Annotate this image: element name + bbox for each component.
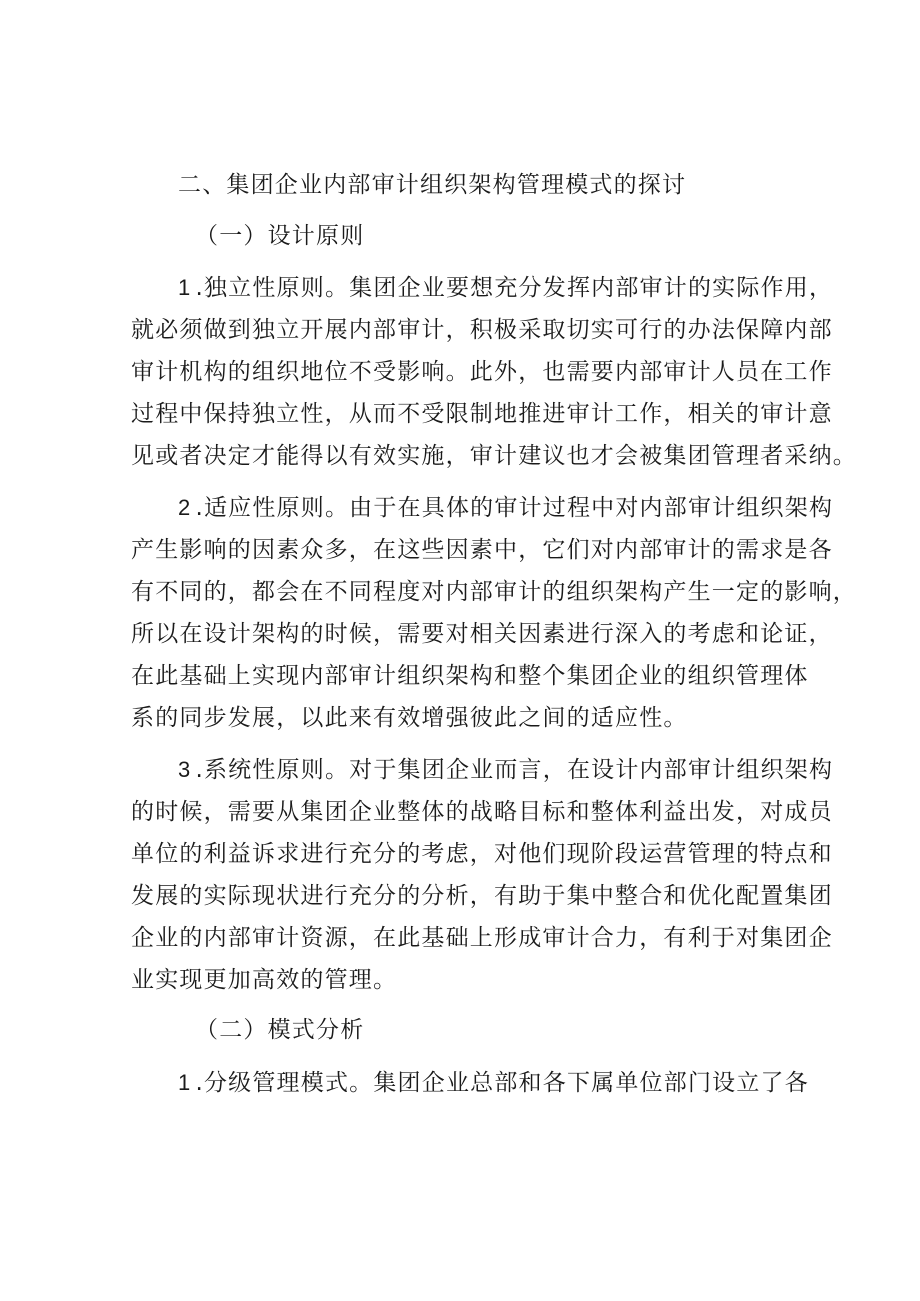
- paragraph-independence-line-5: 见或者决定才能得以有效实施，审计建议也才会被集团管理者采纳。: [131, 443, 857, 469]
- section-title: 二、集团企业内部审计组织架构管理模式的探讨: [178, 172, 687, 198]
- paragraph-text: .独立性原则。集团企业要想充分发挥内部审计的实际作用，: [195, 275, 834, 301]
- paragraph-independence-line-4: 过程中保持独立性，从而不受限制地推进审计工作，相关的审计意: [131, 401, 833, 427]
- paragraph-adaptability-line-4: 所以在设计架构的时候，需要对相关因素进行深入的考虑和论证，: [131, 621, 833, 647]
- paragraph-adaptability-line-5: 在此基础上实现内部审计组织架构和整个集团企业的组织管理体: [131, 663, 809, 689]
- paragraph-adaptability-line-3: 有不同的，都会在不同程度对内部审计的组织架构产生一定的影响，: [131, 579, 857, 605]
- paragraph-independence-line-1: [178, 273, 868, 303]
- paragraph-text: .系统性原则。对于集团企业而言，在设计内部审计组织架构: [195, 757, 834, 783]
- paragraph-adaptability-line-6: 系的同步发展，以此来有效增强彼此之间的适应性。: [131, 705, 688, 731]
- paragraph-number: 1: [178, 275, 192, 300]
- paragraph-systematic-line-3: 单位的利益诉求进行充分的考虑，对他们现阶段运营管理的特点和: [131, 841, 833, 867]
- paragraph-text: .适应性原则。由于在具体的审计过程中对内部审计组织架构: [195, 495, 834, 521]
- subsection-heading-design-principles: （一）设计原则: [195, 223, 365, 249]
- paragraph-number: 1: [178, 1070, 192, 1095]
- paragraph-systematic-line-6: 业实现更加高效的管理。: [131, 967, 398, 993]
- paragraph-systematic-line-2: 的时候，需要从集团企业整体的战略目标和整体利益出发，对成员: [131, 799, 833, 825]
- paragraph-systematic-line-1: [178, 755, 868, 785]
- subsection-heading-model-analysis: （二）模式分析: [195, 1017, 365, 1043]
- paragraph-number: 2: [178, 495, 192, 520]
- paragraph-independence-line-2: 就必须做到独立开展内部审计，积极采取切实可行的办法保障内部: [131, 317, 833, 343]
- paragraph-systematic-line-4: 发展的实际现状进行充分的分析，有助于集中整合和优化配置集团: [131, 883, 833, 909]
- paragraph-number: 3: [178, 757, 192, 782]
- paragraph-adaptability-line-2: 产生影响的因素众多，在这些因素中，它们对内部审计的需求是各: [131, 537, 833, 563]
- paragraph-independence-line-3: 审计机构的组织地位不受影响。此外，也需要内部审计人员在工作: [131, 359, 833, 385]
- paragraph-text: .分级管理模式。集团企业总部和各下属单位部门设立了各: [195, 1070, 809, 1096]
- paragraph-tiered-management-line-1: [178, 1068, 868, 1098]
- paragraph-adaptability-line-1: [178, 493, 868, 523]
- paragraph-systematic-line-5: 企业的内部审计资源，在此基础上形成审计合力，有利于对集团企: [131, 925, 833, 951]
